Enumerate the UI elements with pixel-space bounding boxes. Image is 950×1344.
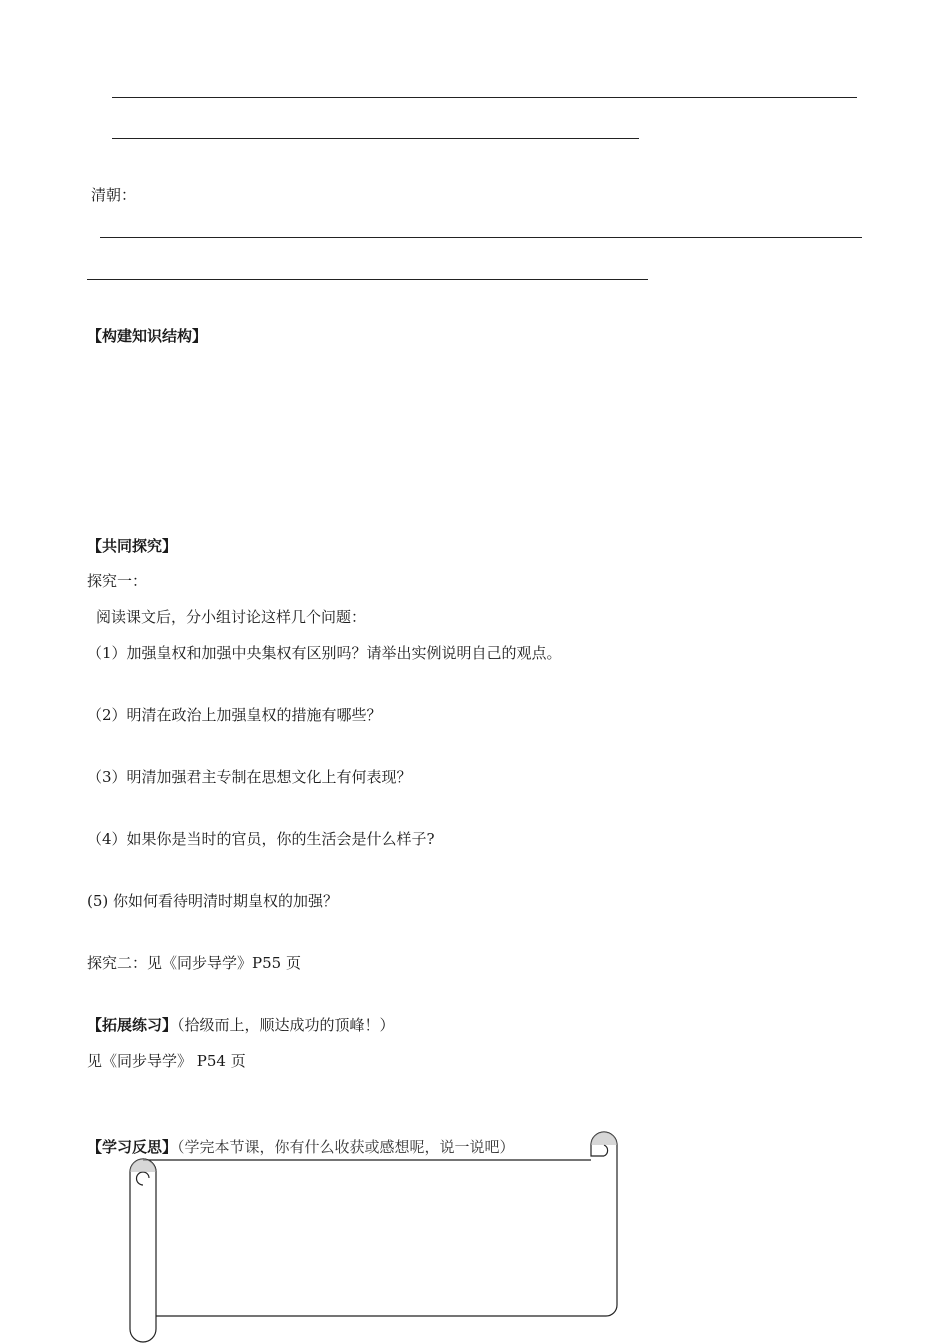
inquiry-question: （1）加强皇权和加强中央集权有区别吗？请举出实例说明自己的观点。 xyxy=(87,644,562,662)
section-heading-extension: 【拓展练习】 xyxy=(87,1016,178,1034)
section-heading-knowledge: 【构建知识结构】 xyxy=(87,327,208,345)
inquiry-question: （3）明清加强君主专制在思想文化上有何表现？ xyxy=(87,768,412,786)
extension-subtitle: （拾级而上，顺达成功的顶峰！） xyxy=(177,1016,395,1034)
inquiry-question: （2）明清在政治上加强皇权的措施有哪些？ xyxy=(87,706,382,724)
inquiry-question: （4）如果你是当时的官员，你的生活会是什么样子? xyxy=(87,830,435,848)
reflection-subtitle: （学完本节课，你有什么收获或感想呢，说一说吧） xyxy=(177,1138,515,1156)
inquiry-intro: 阅读课文后，分小组讨论这样几个问题： xyxy=(96,608,367,626)
inquiry-part1-label: 探究一： xyxy=(87,572,148,590)
extension-reference: 见《同步导学》 P54 页 xyxy=(87,1052,246,1070)
qing-label: 清朝： xyxy=(91,186,137,204)
section-heading-inquiry: 【共同探究】 xyxy=(87,537,178,555)
inquiry-question: (5) 你如何看待明清时期皇权的加强？ xyxy=(87,892,339,910)
section-heading-reflection: 【学习反思】 xyxy=(87,1138,178,1156)
inquiry-part2: 探究二：见《同步导学》P55 页 xyxy=(87,954,301,972)
